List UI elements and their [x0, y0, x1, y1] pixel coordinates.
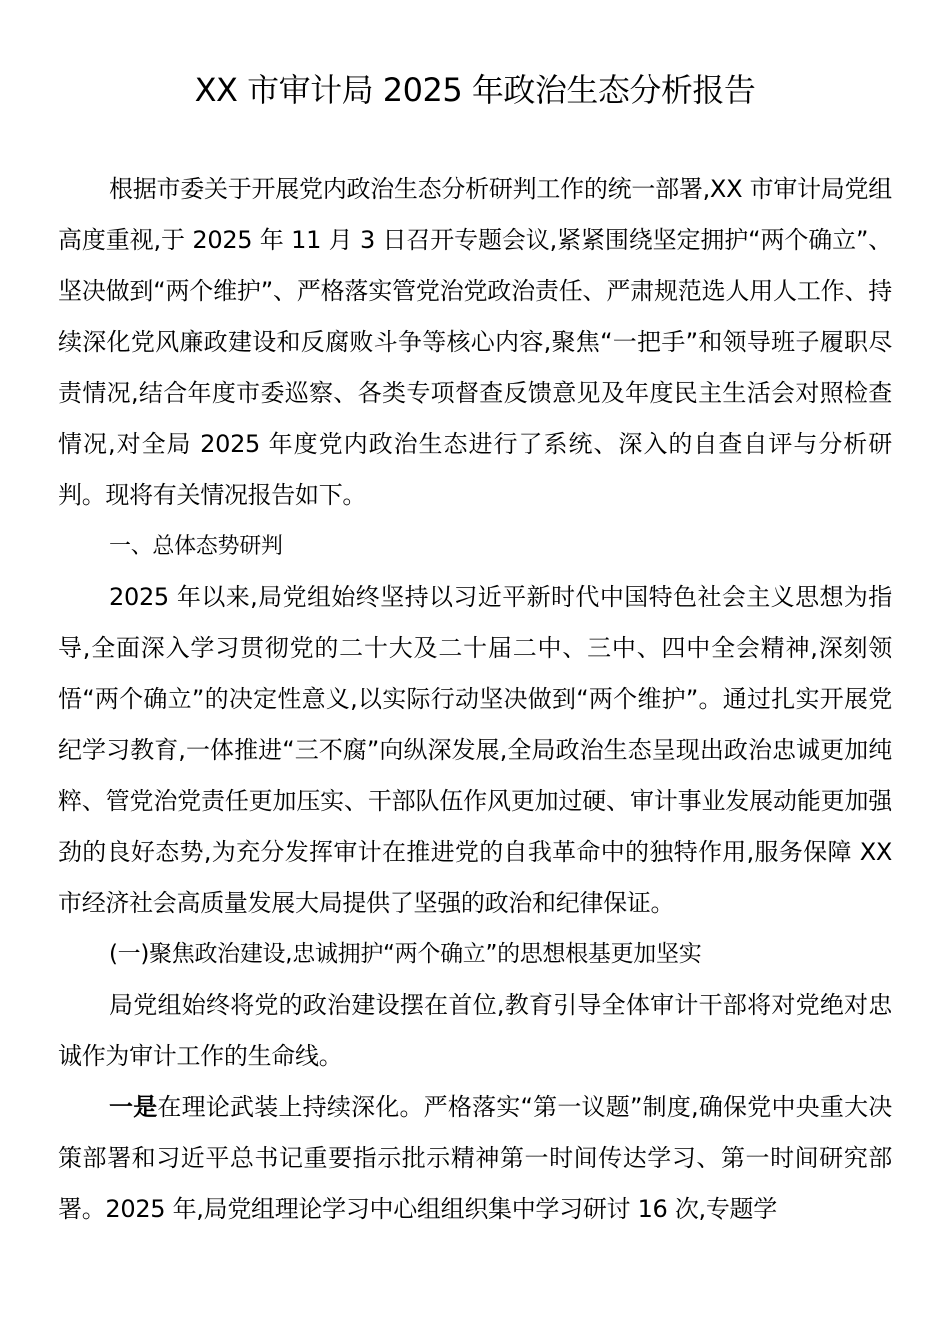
paragraph-lead-bold: 一是: [109, 1093, 158, 1121]
document-body: [58, 164, 892, 1235]
intro-paragraph: 根据市委关于开展党内政治生态分析研判工作的统一部署,XX 市审计局党组高度重视,于 2025 年 11 月 3 日召开专题会议,紧紧围绕坚定拥护“两个确立”、坚决做到“两个维护”、严格落实管党治党政治责任、严肃规范选人用人工作、持续深化党风廉政建设和反腐败斗争等核心内容,聚焦“一把手”和领导班子履职尽责情况,结合年度市委巡察、各类专项督查反馈意见及年度民主生活会对照检查情况,对全局 2025 年度党内政治生态进行了系统、深入的自查自评与分析研判。现将有关情况报告如下。: [58, 175, 892, 509]
document-title: XX 市审计局 2025 年政治生态分析报告: [194, 71, 756, 109]
subsection-heading-political-building: (一)聚焦政治建设,忠诚拥护“两个确立”的思想根基更加坚实: [109, 941, 702, 967]
overall-situation-paragraph: 2025 年以来,局党组始终坚持以习近平新时代中国特色社会主义思想为指导,全面深入学习贯彻党的二十大及二十届二中、三中、四中全会精神,深刻领悟“两个确立”的决定性意义,以实际行动坚决做到“两个维护”。通过扎实开展党纪学习教育,一体推进“三不腐”向纵深发展,全局政治生态呈现出政治忠诚更加纯粹、管党治党责任更加压实、干部队伍作风更加过硬、审计事业发展动能更加强劲的良好态势,为充分发挥审计在推进党的自我革命中的独特作用,服务保障 XX 市经济社会高质量发展大局提供了坚强的政治和纪律保证。: [58, 583, 892, 917]
political-building-paragraph: 局党组始终将党的政治建设摆在首位,教育引导全体审计干部将对党绝对忠诚作为审计工作的生命线。: [58, 991, 892, 1070]
theory-arming-paragraph: [58, 1082, 892, 1235]
paragraph-text: 在理论武装上持续深化。严格落实“第一议题”制度,确保党中央重大决策部署和习近平总书记重要指示批示精神第一时间传达学习、第一时间研究部署。2025 年,局党组理论学习中心组组织集中学习研讨 16 次,专题学: [58, 1093, 892, 1223]
section-heading-overall-situation: 一、总体态势研判: [109, 534, 283, 559]
